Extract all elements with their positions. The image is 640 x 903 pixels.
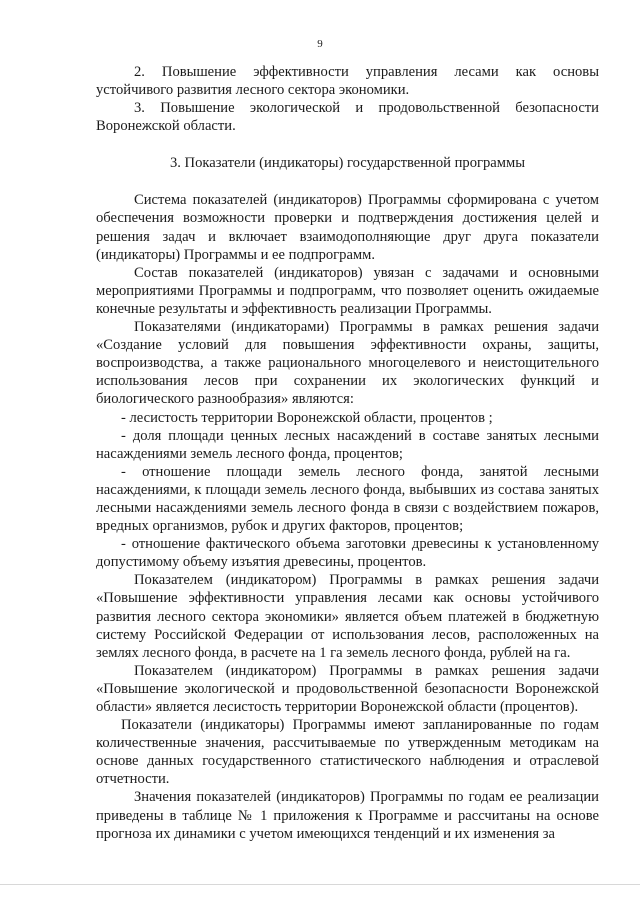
goal-paragraph-3: 3. Повышение экологической и продовольственной безопасности Воронежской области.	[96, 100, 599, 135]
indicator-list	[96, 409, 599, 572]
body-paragraph: Показателем (индикатором) Программы в рамках решения задачи «Повышение эффективности управления лесами как основы устойчивого развития лесного сектора экономики» является объем платежей в бюджетную систему Российской Федерации от использования лесов, расположенных на землях лесного фонда, в расчете на 1 га земель лесного фонда, рублей на га.	[96, 572, 599, 661]
page-content	[96, 63, 599, 843]
body-paragraph: Показателем (индикатором) Программы в рамках решения задачи «Повышение экологической и продовольственной безопасности Воронежской области» является лесистость территории Воронежской области (процентов).	[96, 662, 599, 715]
list-item: - лесистость территории Воронежской области, процентов ;	[121, 409, 493, 426]
body-paragraph: Система показателей (индикаторов) Программы сформирована с учетом обеспечения возможности проверки и подтверждения достижения целей и решения задач и включает взаимодополняющие друг друга показатели (индикаторы) Программы и ее подпрограмм.	[96, 192, 599, 263]
body-paragraph: Показателями (индикаторами) Программы в рамках решения задачи «Создание условий для повышения эффективности охраны, защиты, воспроизводства, а также рационального многоцелевого и неистощительного использования лесов при сохранении их экологических функций и биологического разнообразия» являются:	[96, 319, 599, 408]
page-number: 9	[317, 38, 323, 50]
list-item: - доля площади ценных лесных насаждений в составе занятых лесными насаждениями земель лесного фонда, процентов;	[96, 427, 599, 462]
body-paragraph: Состав показателей (индикаторов) увязан с задачами и основными мероприятиями Программы и подпрограмм, что позволяет оценить ожидаемые конечные результаты и эффективность реализации Программы.	[96, 264, 599, 317]
list-item: - отношение площади земель лесного фонда, занятой лесными насаждениями, к площади земель лесного фонда, выбывших из состава занятых лесными насаждениями земель лесного фонда в связи с воздействием пожаров, вредных организмов, рубок и других факторов, процентов;	[96, 463, 599, 535]
body-paragraph: Значения показателей (индикаторов) Программы по годам ее реализации приведены в таблице № 1 приложения к Программе и рассчитаны на основе прогноза их динамики с учетом имеющихся тенденций и их изменения за	[96, 789, 599, 842]
goal-paragraph-2: 2. Повышение эффективности управления лесами как основы устойчивого развития лесного сектора экономики.	[96, 64, 599, 99]
body-paragraph: Показатели (индикаторы) Программы имеют запланированные по годам количественные значения, рассчитываемые по утвержденным методикам на основе данных государственного статистического наблюдения и отраслевой отчетности.	[96, 717, 599, 788]
section-heading: 3. Показатели (индикаторы) государственной программы	[169, 155, 526, 172]
scan-edge-line	[0, 884, 640, 885]
list-item: - отношение фактического объема заготовки древесины к установленному допустимому объему изъятия древесины, процентов.	[96, 536, 599, 571]
